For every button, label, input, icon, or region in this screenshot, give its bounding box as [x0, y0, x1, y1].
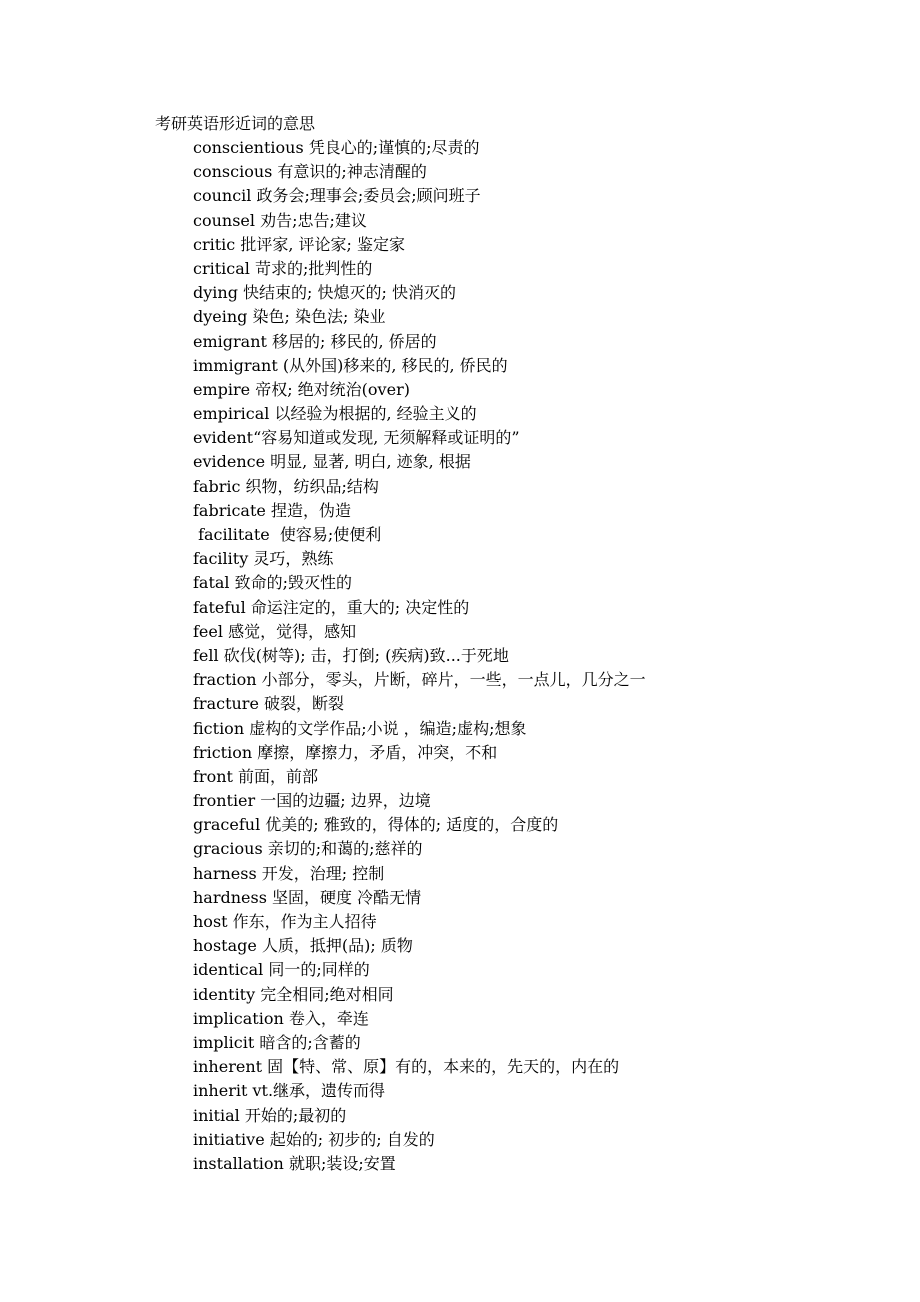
vocab-entry: empirical 以经验为根据的, 经验主义的: [193, 404, 477, 424]
vocab-entry: facility 灵巧，熟练: [193, 549, 334, 569]
vocab-entry: hardness 坚固，硬度 冷酷无情: [193, 887, 422, 907]
vocab-entry: initial 开始的;最初的: [193, 1105, 347, 1125]
vocab-entry: dying 快结束的; 快熄灭的; 快消灭的: [193, 283, 456, 303]
vocab-entry: dyeing 染色; 染色法; 染业: [193, 307, 386, 327]
vocab-entry: friction 摩擦，摩擦力，矛盾，冲突，不和: [193, 742, 498, 762]
vocabulary-list: [193, 137, 646, 1177]
vocab-entry: facilitate 使容易;使便利: [193, 525, 382, 544]
vocab-entry: fraction 小部分，零头，片断，碎片，一些，一点儿，几分之一: [193, 670, 646, 690]
vocab-entry: fracture 破裂，断裂: [193, 694, 345, 714]
vocab-entry: identity 完全相同;绝对相同: [193, 984, 394, 1004]
vocab-entry: fiction 虚构的文学作品;小说 ，编造;虚构;想象: [193, 718, 527, 738]
vocab-entry: installation 就职;装设;安置: [193, 1153, 396, 1173]
vocab-entry: evidence 明显, 显著, 明白, 迹象, 根据: [193, 452, 471, 472]
vocab-entry: identical 同一的;同样的: [193, 960, 370, 980]
vocab-entry: gracious 亲切的;和蔼的;慈祥的: [193, 839, 423, 859]
vocab-entry: counsel 劝告;忠告;建议: [193, 210, 367, 230]
vocab-entry: implicit 暗含的;含蓄的: [193, 1032, 361, 1052]
vocab-entry: initiative 起始的; 初步的; 自发的: [193, 1129, 435, 1149]
vocab-entry: fabric 织物，纺织品;结构: [193, 476, 379, 496]
vocab-entry: inherit vt.继承，遗传而得: [193, 1081, 386, 1101]
vocab-entry: conscientious 凭良心的;谨慎的;尽责的: [193, 138, 480, 157]
vocab-entry: host 作东，作为主人招待: [193, 912, 377, 931]
vocab-entry: evident“容易知道或发现, 无须解释或证明的”: [193, 428, 520, 448]
vocab-entry: graceful 优美的; 雅致的，得体的; 适度的，合度的: [193, 815, 559, 835]
vocab-entry: feel 感觉，觉得，感知: [193, 621, 357, 641]
vocab-entry: council 政务会;理事会;委员会;顾问班子: [193, 186, 481, 206]
vocab-entry: fell 砍伐(树等); 击，打倒; (疾病)致...于死地: [193, 645, 509, 665]
vocab-entry: hostage 人质，抵押(品); 质物: [193, 936, 413, 956]
vocab-entry: harness 开发，治理; 控制: [193, 863, 385, 883]
vocab-entry: critic 批评家, 评论家; 鉴定家: [193, 234, 405, 254]
vocab-entry: conscious 有意识的;神志清醒的: [193, 162, 427, 182]
vocab-entry: front 前面，前部: [193, 766, 319, 786]
vocab-entry: fatal 致命的;毁灭性的: [193, 573, 353, 593]
vocab-entry: frontier 一国的边疆; 边界，边境: [193, 791, 431, 811]
vocab-entry: fabricate 捏造，伪造: [193, 500, 351, 520]
vocab-entry: immigrant (从外国)移来的, 移民的, 侨民的: [193, 355, 508, 375]
vocab-entry: implication 卷入，牵连: [193, 1008, 369, 1028]
document-title: 考研英语形近词的意思: [155, 114, 316, 133]
vocab-entry: fateful 命运注定的，重大的; 决定性的: [193, 597, 470, 617]
vocab-entry: emigrant 移居的; 移民的, 侨居的: [193, 331, 437, 351]
vocab-entry: critical 苛求的;批判性的: [193, 258, 373, 278]
vocab-entry: empire 帝权; 绝对统治(over): [193, 379, 410, 399]
vocab-entry: inherent 固【特、常、原】有的，本来的，先天的，内在的: [193, 1057, 620, 1077]
